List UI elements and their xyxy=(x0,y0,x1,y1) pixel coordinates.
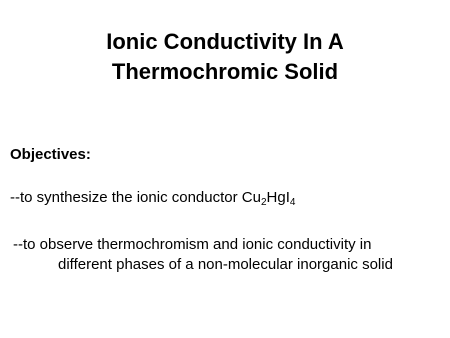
objective-item-observe xyxy=(13,235,393,275)
title-line-1: Ionic Conductivity In A xyxy=(106,29,344,54)
objective-2-line-2: different phases of a non-molecular inorganic solid xyxy=(58,256,393,273)
objective-item-synthesize xyxy=(10,189,295,207)
slide-title xyxy=(0,27,450,87)
formula-hgi: HgI xyxy=(266,189,290,206)
objective-1-text: --to synthesize the ionic conductor Cu xyxy=(10,189,261,206)
subscript-2: 2 xyxy=(260,197,267,208)
title-line-2: Thermochromic Solid xyxy=(111,59,339,84)
subscript-4: 4 xyxy=(289,197,296,208)
objective-2-line-1: --to observe thermochromism and ionic conductivity in xyxy=(13,236,372,253)
objectives-heading: Objectives: xyxy=(10,146,91,163)
